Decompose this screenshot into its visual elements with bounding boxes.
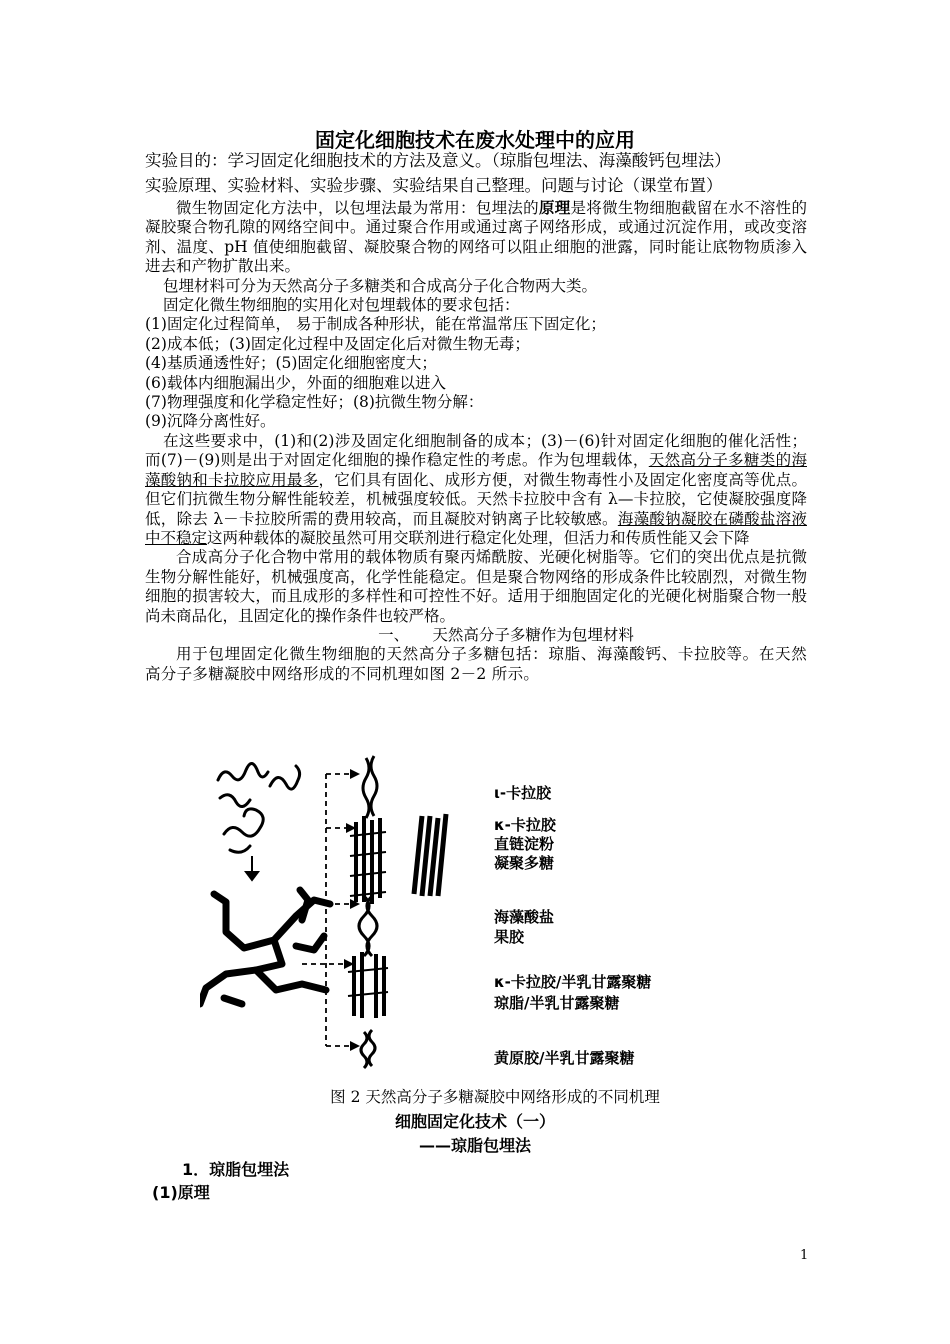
figure-label: ι-卡拉胶	[494, 784, 552, 802]
subtitle-agar-method: ——琼脂包埋法	[418, 1136, 531, 1155]
paragraph-principle	[145, 198, 807, 277]
paragraph-requirements-intro: 固定化微生物细胞的实用化对包埋载体的要求包括：	[163, 296, 520, 315]
text-run: 这两种载体的凝胶虽然可用交联剂进行稳定化处理，但活力和传质性能又会下降	[207, 528, 750, 547]
page-title: 固定化细胞技术在废水处理中的应用	[315, 128, 635, 152]
section-heading-agar: 1．琼脂包埋法	[182, 1160, 290, 1179]
figure-network-mechanisms	[200, 746, 720, 1078]
text-run: 在这些要求中，(1)和(2)涉及固定化细胞制备的成本；(3)－(6)针对固定化细胞的催化活性；而(7)－(9)则是出于对固定化细胞的操作稳定性的考虑。作为包埋载体，	[145, 431, 807, 470]
down-arrow	[246, 856, 258, 880]
gel-network	[200, 890, 330, 1004]
figure-label: 琼脂/半乳甘露聚糖	[494, 994, 620, 1012]
purpose-line: 实验目的：学习固定化细胞技术的方法及意义。（琼脂包埋法、海藻酸钙包埋法）	[145, 151, 731, 170]
figure-label: 凝聚多糖	[494, 854, 555, 872]
underlined-text: 天然高分子多糖类的海藻酸钠和卡拉胶应用最多	[145, 451, 807, 489]
paragraph-analysis	[145, 432, 807, 548]
random-coils	[218, 763, 300, 852]
requirement-item: (9)沉降分离性好。	[145, 412, 276, 431]
text-run: 微生物固定化方法中，以包埋法最为常用：包埋法的	[176, 199, 539, 217]
text-run: ，它们具有固化、成形方便，对微生物毒性小及固定化密度高等优点。但它们抗微生物分解性能较差，机械强度较低。天然卡拉胶中含有 λ—卡拉胶，它使凝胶强度降低，除去 λ－卡拉胶所需的费用较高，而且凝胶对钠离子比较敏感。	[145, 470, 807, 528]
requirement-item: (2)成本低；(3)固定化过程中及固定化后对微生物无毒；	[145, 334, 530, 353]
figure-label: 海藻酸盐	[494, 908, 555, 926]
figure-label: 黄原胶/半乳甘露聚糖	[494, 1049, 635, 1067]
paragraph-materials: 包埋材料可分为天然高分子多糖类和合成高分子化合物两大类。	[163, 276, 598, 295]
figure-label: κ-卡拉胶/半乳甘露聚糖	[494, 973, 652, 991]
paragraph-synthetic: 合成高分子化合物中常用的载体物质有聚丙烯酰胺、光硬化树脂等。它们的突出优点是抗微生物分解性能好，机械强度高，化学性能稳定。但是聚合物网络的形成条件比较剧烈，对微生物细胞的损害较大，而且成形的多样性和可控性不好。适用于细胞固定化的光硬化树脂聚合物一般尚未商品化，且固定化的操作条件也较严格。	[145, 548, 807, 625]
figure-label: κ-卡拉胶	[494, 816, 556, 834]
underlined-text: 海藻酸钠凝胶在磷酸盐溶液中不稳定	[145, 509, 807, 547]
body-text	[145, 198, 807, 684]
requirement-item: (4)基质通透性好；(5)固定化细胞密度大；	[145, 354, 437, 373]
page-number: 1	[800, 1248, 809, 1263]
figure-label: 果胶	[494, 928, 525, 946]
requirement-item: (7)物理强度和化学稳定性好；(8)抗微生物分解：	[145, 393, 484, 412]
figure-label: 直链淀粉	[494, 835, 555, 853]
section-heading: 一、 天然高分子多糖作为包埋材料	[378, 625, 634, 644]
paragraph-natural-polysaccharides: 用于包埋固定化微生物细胞的天然高分子多糖包括：琼脂、海藻酸钙、卡拉胶等。在天然高分子多糖凝胶中网络形成的不同机理如图 2－2 所示。	[145, 645, 807, 683]
text-run: 是将微生物细胞截留在水不溶性的凝胶聚合物孔隙的网络空间中。通过聚合作用或通过离子网络形成，或通过沉淀作用，或改变溶剂、温度、pH 值使细胞截留、凝胶聚合物的网络可以阻止细胞的泄露，同时能让底物物质渗入进去和产物扩散出来。	[145, 199, 807, 276]
figure-caption: 图 2 天然高分子多糖凝胶中网络形成的不同机理	[330, 1088, 660, 1106]
section-heading-principle: (1)原理	[152, 1183, 210, 1202]
helix-structures	[348, 756, 446, 1068]
requirement-item: (6)载体内细胞漏出少，外面的细胞难以进入	[145, 373, 446, 392]
connector-lines	[302, 774, 350, 1046]
tasks-line: 实验原理、实验材料、实验步骤、实验结果自己整理。问题与讨论（课堂布置）	[145, 176, 723, 195]
subtitle-technique: 细胞固定化技术（一）	[394, 1112, 555, 1131]
figure-drawing	[200, 746, 720, 1078]
requirement-item: (1)固定化过程简单， 易于制成各种形状，能在常温常压下固定化；	[145, 315, 606, 334]
bold-term: 原理	[538, 198, 571, 217]
